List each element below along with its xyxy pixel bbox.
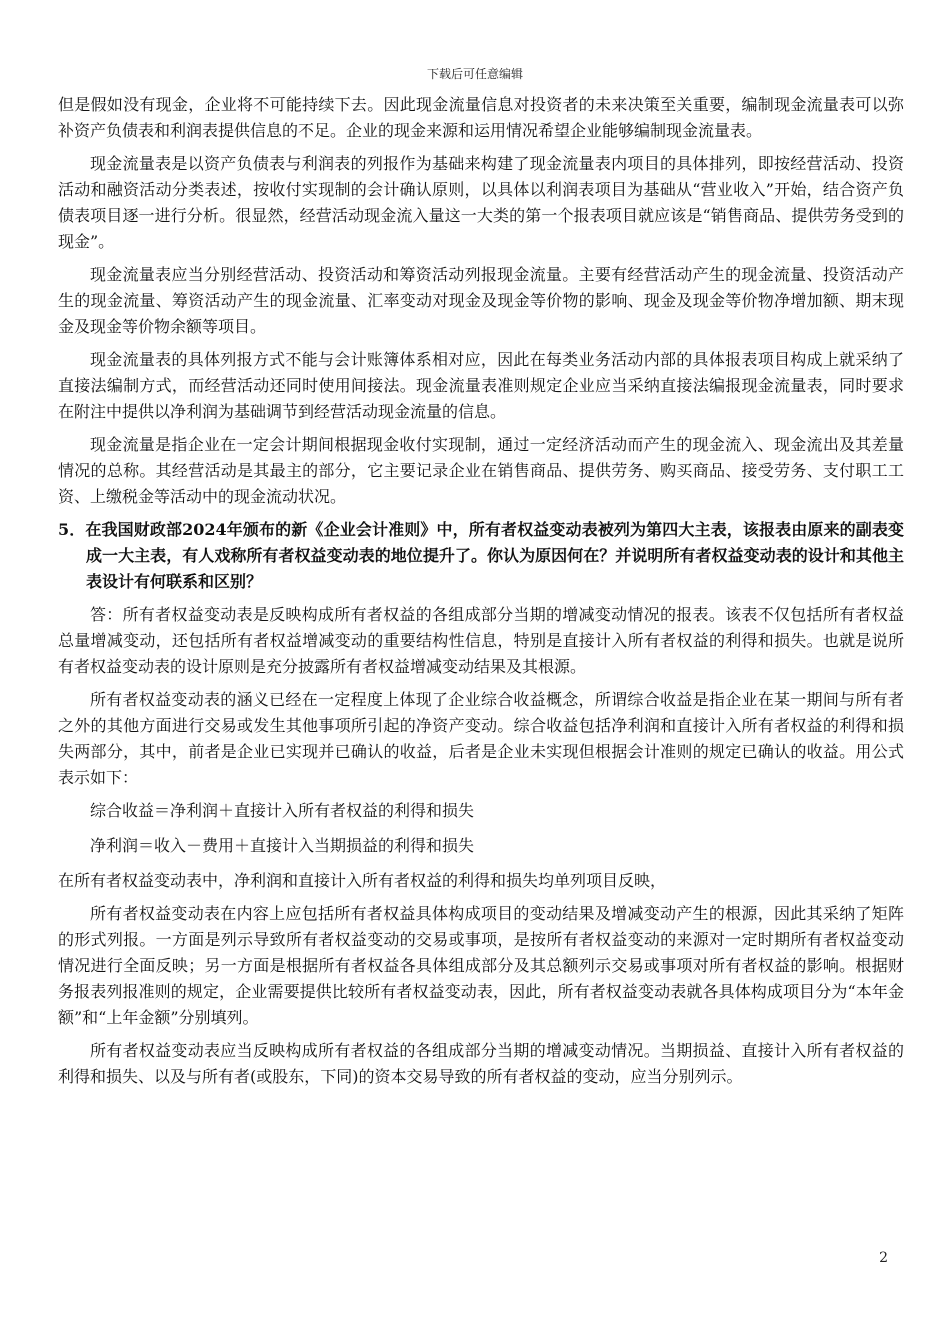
paragraph: 现金流量表应当分别经营活动、投资活动和筹资活动列报现金流量。主要有经营活动产生的现金流量、投资活动产生的现金流量、筹资活动产生的现金流量、汇率变动对现金及现金等价物的影响、现金及现金等价物净增加额、期末现金及现金等价物余额等项目。 — [58, 265, 904, 336]
paragraph: 所有者权益变动表在内容上应包括所有者权益具体构成项目的变动结果及增减变动产生的根源，因此其采纳了矩阵的形式列报。一方面是列示导致所有者权益变动的交易或事项，是按所有者权益变动的来源对一定时期所有者权益变动情况进行全面反映；另一方面是根据所有者权益各具体组成部分及其总额列示交易或事项对所有者权益的影响。根据财务报表列报准则的规定，企业需要提供比较所有者权益变动表，因此，所有者权益变动表就各具体构成项目分为“本年金额”和“上年金额”分别填列。 — [58, 904, 904, 1027]
page-header: 下载后可任意编辑 — [426, 67, 523, 81]
paragraph: 现金流量是指企业在一定会计期间根据现金收付实现制，通过一定经济活动而产生的现金流入、现金流出及其差量情况的总称。其经营活动是其最主的部分，它主要记录企业在销售商品、提供劳务、购买商品、接受劳务、支付职工工资、上缴税金等活动中的现金流动状况。 — [58, 435, 904, 506]
paragraph: 现金流量表是以资产负债表与利润表的列报作为基础来构建了现金流量表内项目的具体排列，即按经营活动、投资活动和融资活动分类表述，按收付实现制的会计确认原则，以具体以利润表项目为基础从“营业收入”开始，结合资产负债表项目逐一进行分析。很显然，经营活动现金流入量这一大类的第一个报表项目就应该是“销售商品、提供劳务受到的现金”。 — [58, 154, 904, 251]
question-heading: 5．在我国财政部2024年颁布的新《企业会计准则》中，所有者权益变动表被列为第四大主表，该报表由原来的副表变成一大主表，有人戏称所有者权益变动表的地位提升了。你认为原因何在？并说明所有者权益变动表的设计和其他主表设计有何联系和区别？ — [58, 520, 904, 591]
answer-paragraph: 答：所有者权益变动表是反映构成所有者权益的各组成部分当期的增减变动情况的报表。该表不仅包括所有者权益总量增减变动，还包括所有者权益增减变动的重要结构性信息，特别是直接计入所有者权益的利得和损失。也就是说所有者权益变动表的设计原则是充分披露所有者权益增减变动结果及其根源。 — [58, 605, 904, 676]
paragraph: 所有者权益变动表的涵义已经在一定程度上体现了企业综合收益概念，所谓综合收益是指企业在某一期间与所有者之外的其他方面进行交易或发生其他事项所引起的净资产变动。综合收益包括净利润和直接计入所有者权益的利得和损失两部分，其中，前者是企业已实现并已确认的收益，后者是企业未实现但根据会计准则的规定已确认的收益。用公式表示如下： — [58, 690, 904, 787]
paragraph: 在所有者权益变动表中，净利润和直接计入所有者权益的利得和损失均单列项目反映， — [58, 871, 667, 890]
paragraph: 但是假如没有现金，企业将不可能持续下去。因此现金流量信息对投资者的未来决策至关重要，编制现金流量表可以弥补资产负债表和利润表提供信息的不足。企业的现金来源和运用情况希望企业能够编制现金流量表。 — [58, 95, 904, 140]
paragraph: 所有者权益变动表应当反映构成所有者权益的各组成部分当期的增减变动情况。当期损益、直接计入所有者权益的利得和损失、以及与所有者(或股东，下同)的资本交易导致的所有者权益的变动，应当分别列示。 — [58, 1041, 904, 1086]
formula-line: 净利润＝收入－费用＋直接计入当期损益的利得和损失 — [90, 836, 475, 855]
page-number: 2 — [879, 1250, 888, 1266]
document-body — [58, 92, 904, 1097]
formula-line: 综合收益＝净利润＋直接计入所有者权益的利得和损失 — [90, 801, 475, 820]
paragraph: 现金流量表的具体列报方式不能与会计账簿体系相对应，因此在每类业务活动内部的具体报表项目构成上就采纳了直接法编制方式，而经营活动还同时使用间接法。现金流量表准则规定企业应当采纳直接法编报现金流量表，同时要求在附注中提供以净利润为基础调节到经营活动现金流量的信息。 — [58, 350, 904, 421]
